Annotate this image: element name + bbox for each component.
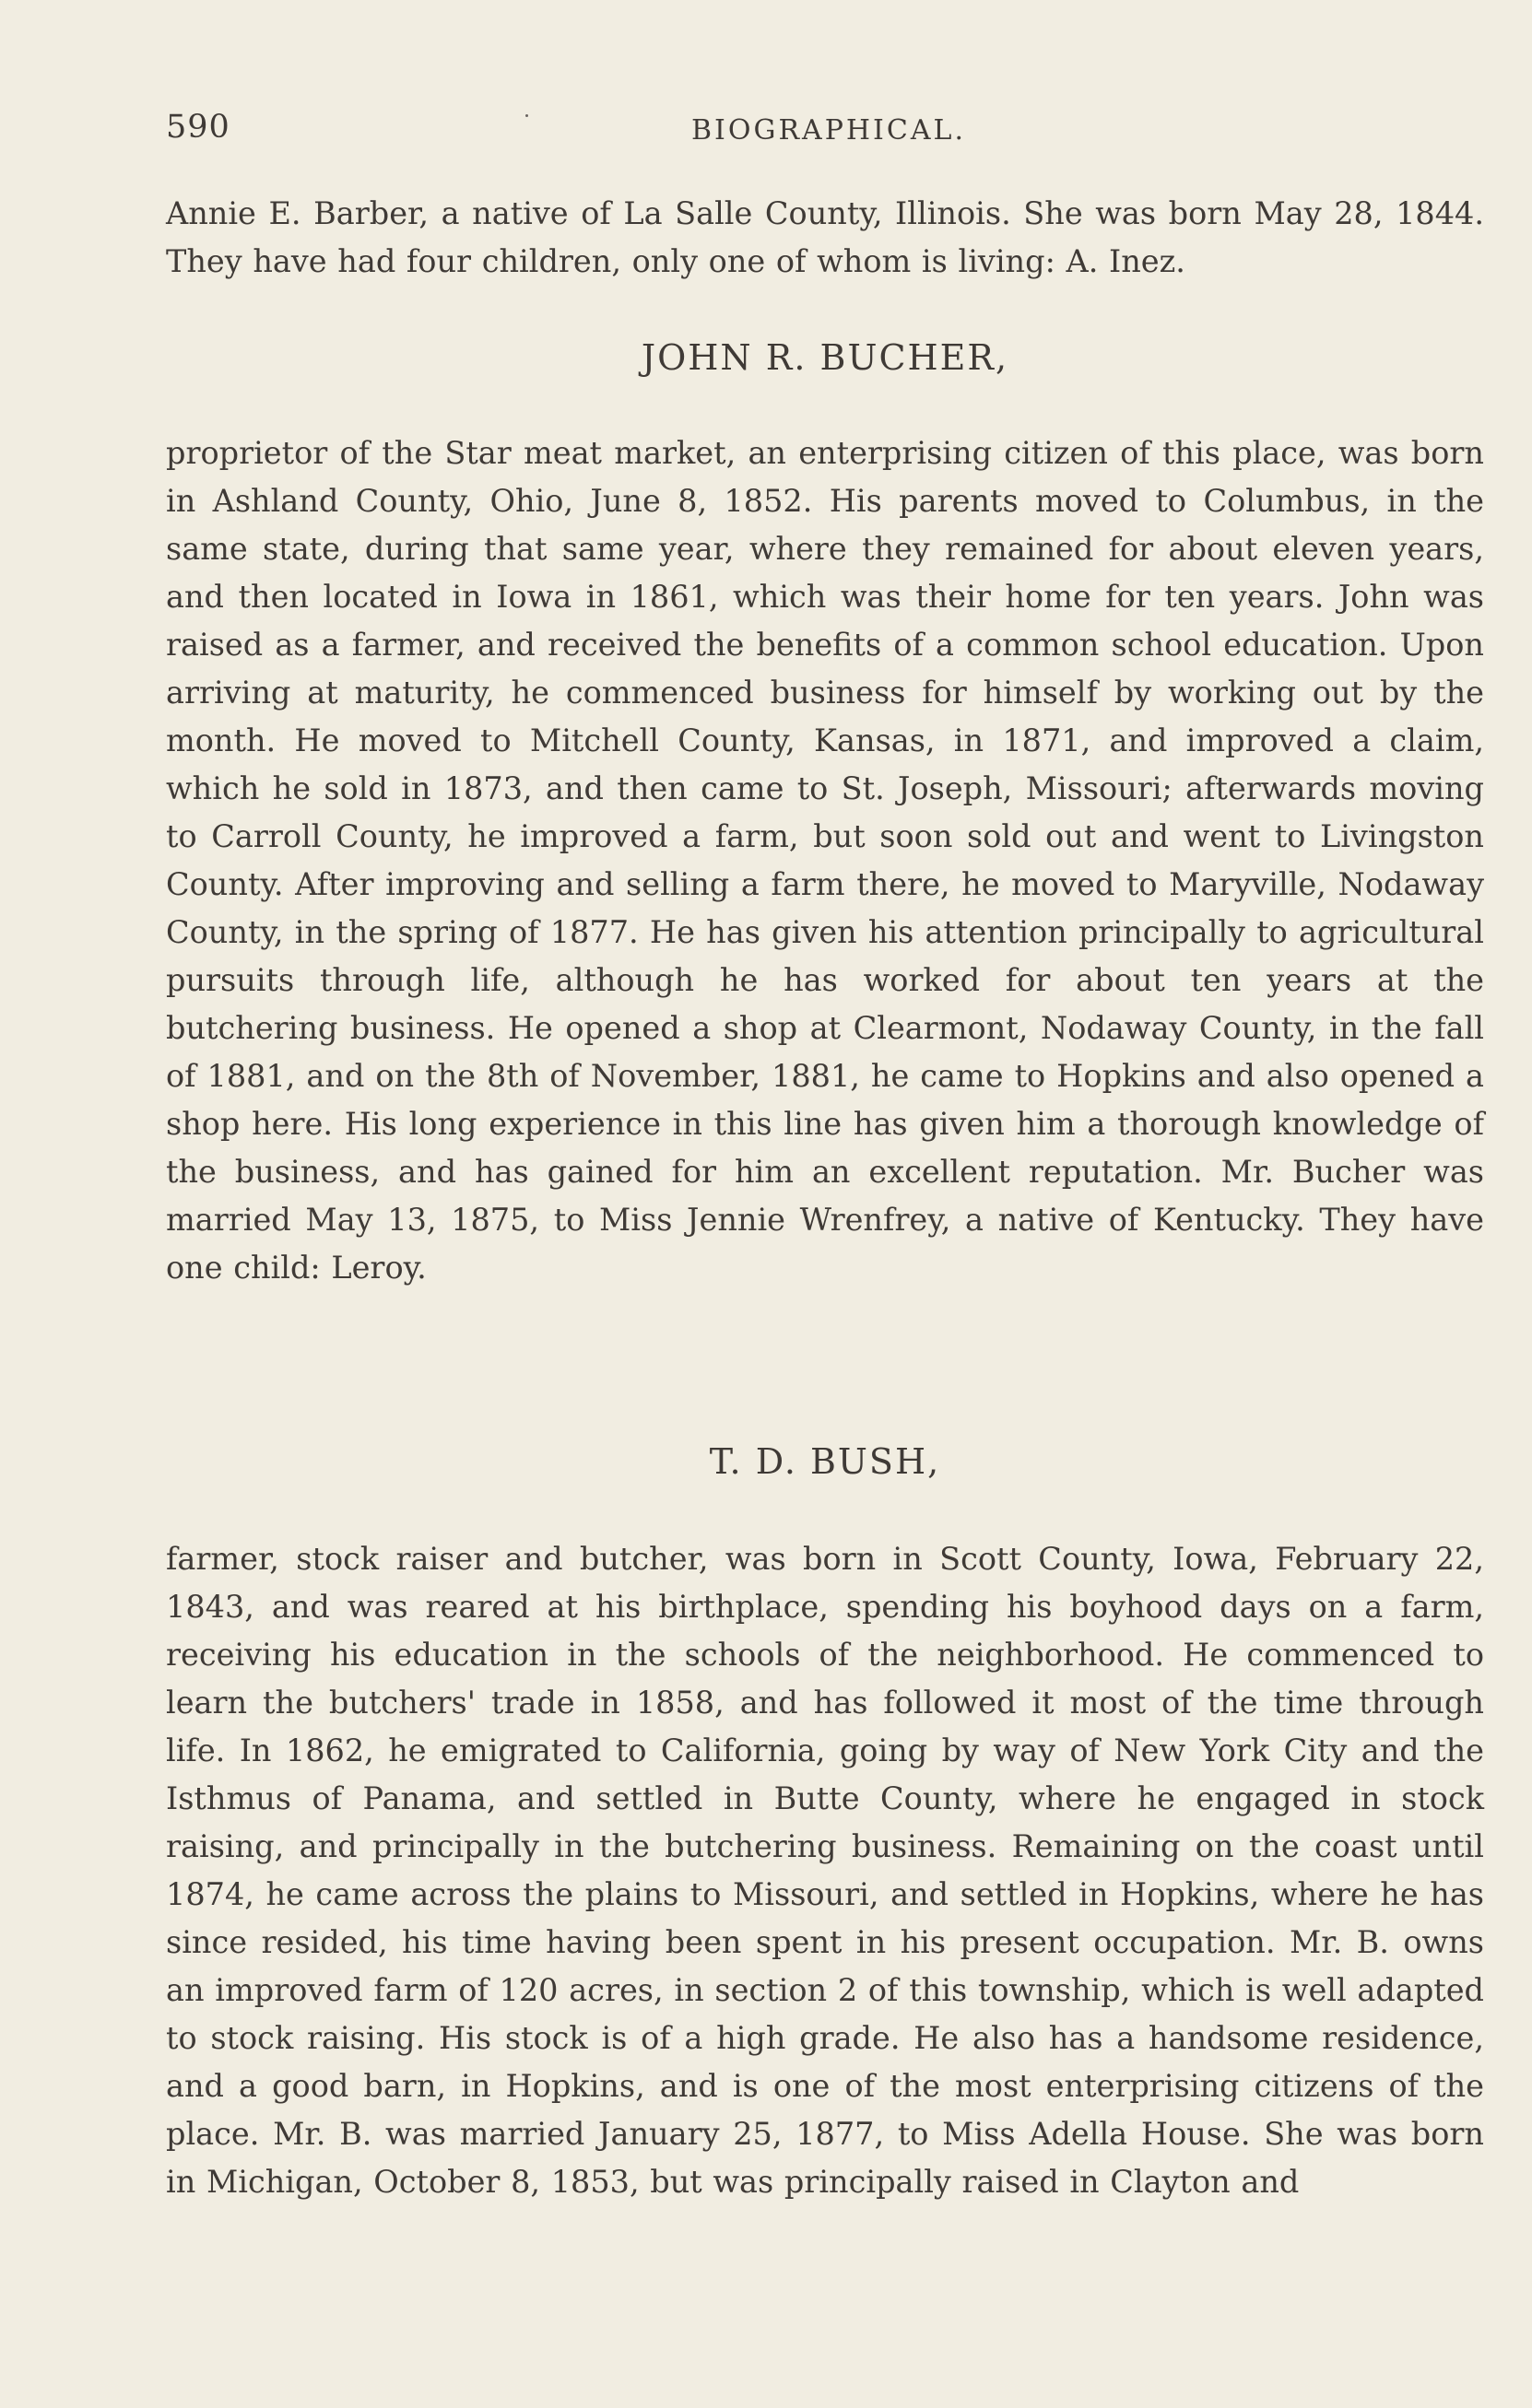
bucher-biography (166, 429, 1484, 1292)
running-head (166, 109, 1475, 155)
bush-heading: T. D. BUSH, (709, 1441, 941, 1482)
bush-biography (166, 1535, 1484, 2206)
printer-dot (525, 114, 528, 117)
bucher-heading: JOHN R. BUCHER, (641, 337, 1009, 378)
running-head-title: BIOGRAPHICAL. (691, 114, 966, 147)
bucher-text: proprietor of the Star meat market, an enterprising citizen of this place, was born in Ashland County, Ohio, June 8, 1852. His parents moved to Columbus, in the same state, during that same year, where they remained for about eleven years, and then located in Iowa in 1861, which was their home for ten years. John was raised as a farmer, and received the benefits of a common school education. Upon arriving at maturity, he commenced business for himself by working out by the month. He moved to Mitchell County, Kansas, in 1871, and improved a claim, which he sold in 1873, and then came to St. Joseph, Missouri; afterwards moving to Carroll County, he improved a farm, but soon sold out and went to Livingston County. After improving and selling a farm there, he moved to Maryville, Nodaway County, in the spring of 1877. He has given his attention principally to agricultural pursuits through life, although he has worked for about ten years at the butchering business. He opened a shop at Clearmont, Nodaway County, in the fall of 1881, and on the 8th of November, 1881, he came to Hopkins and also opened a shop here. His long experience in this line has given him a thorough knowledge of the business, and has gained for him an excellent reputation. Mr. Bucher was married May 13, 1875, to Miss Jennie Wrenfrey, a native of Kentucky. They have one child: Leroy. (166, 435, 1484, 1286)
page-number: 590 (166, 109, 230, 146)
intro-text: Annie E. Barber, a native of La Salle County, Illinois. She was born May 28, 1844. They have had four children, only one of whom is living: A. Inez. (166, 195, 1484, 279)
intro-paragraph (166, 190, 1484, 286)
bush-text: farmer, stock raiser and butcher, was born in Scott County, Iowa, February 22, 1843, and was reared at his birthplace, spending his boyhood days on a farm, receiving his education in the schools of the neighborhood. He commenced to learn the butchers' trade in 1858, and has followed it most of the time through life. In 1862, he emigrated to California, going by way of New York City and the Isthmus of Panama, and settled in Butte County, where he engaged in stock raising, and principally in the butchering business. Remaining on the coast until 1874, he came across the plains to Missouri, and settled in Hopkins, where he has since resided, his time having been spent in his present occupation. Mr. B. owns an improved farm of 120 acres, in section 2 of this township, which is well adapted to stock raising. His stock is of a high grade. He also has a handsome residence, and a good barn, in Hopkins, and is one of the most enterprising citizens of the place. Mr. B. was married January 25, 1877, to Miss Adella House. She was born in Michigan, October 8, 1853, but was principally raised in Clayton and (166, 1541, 1484, 2200)
